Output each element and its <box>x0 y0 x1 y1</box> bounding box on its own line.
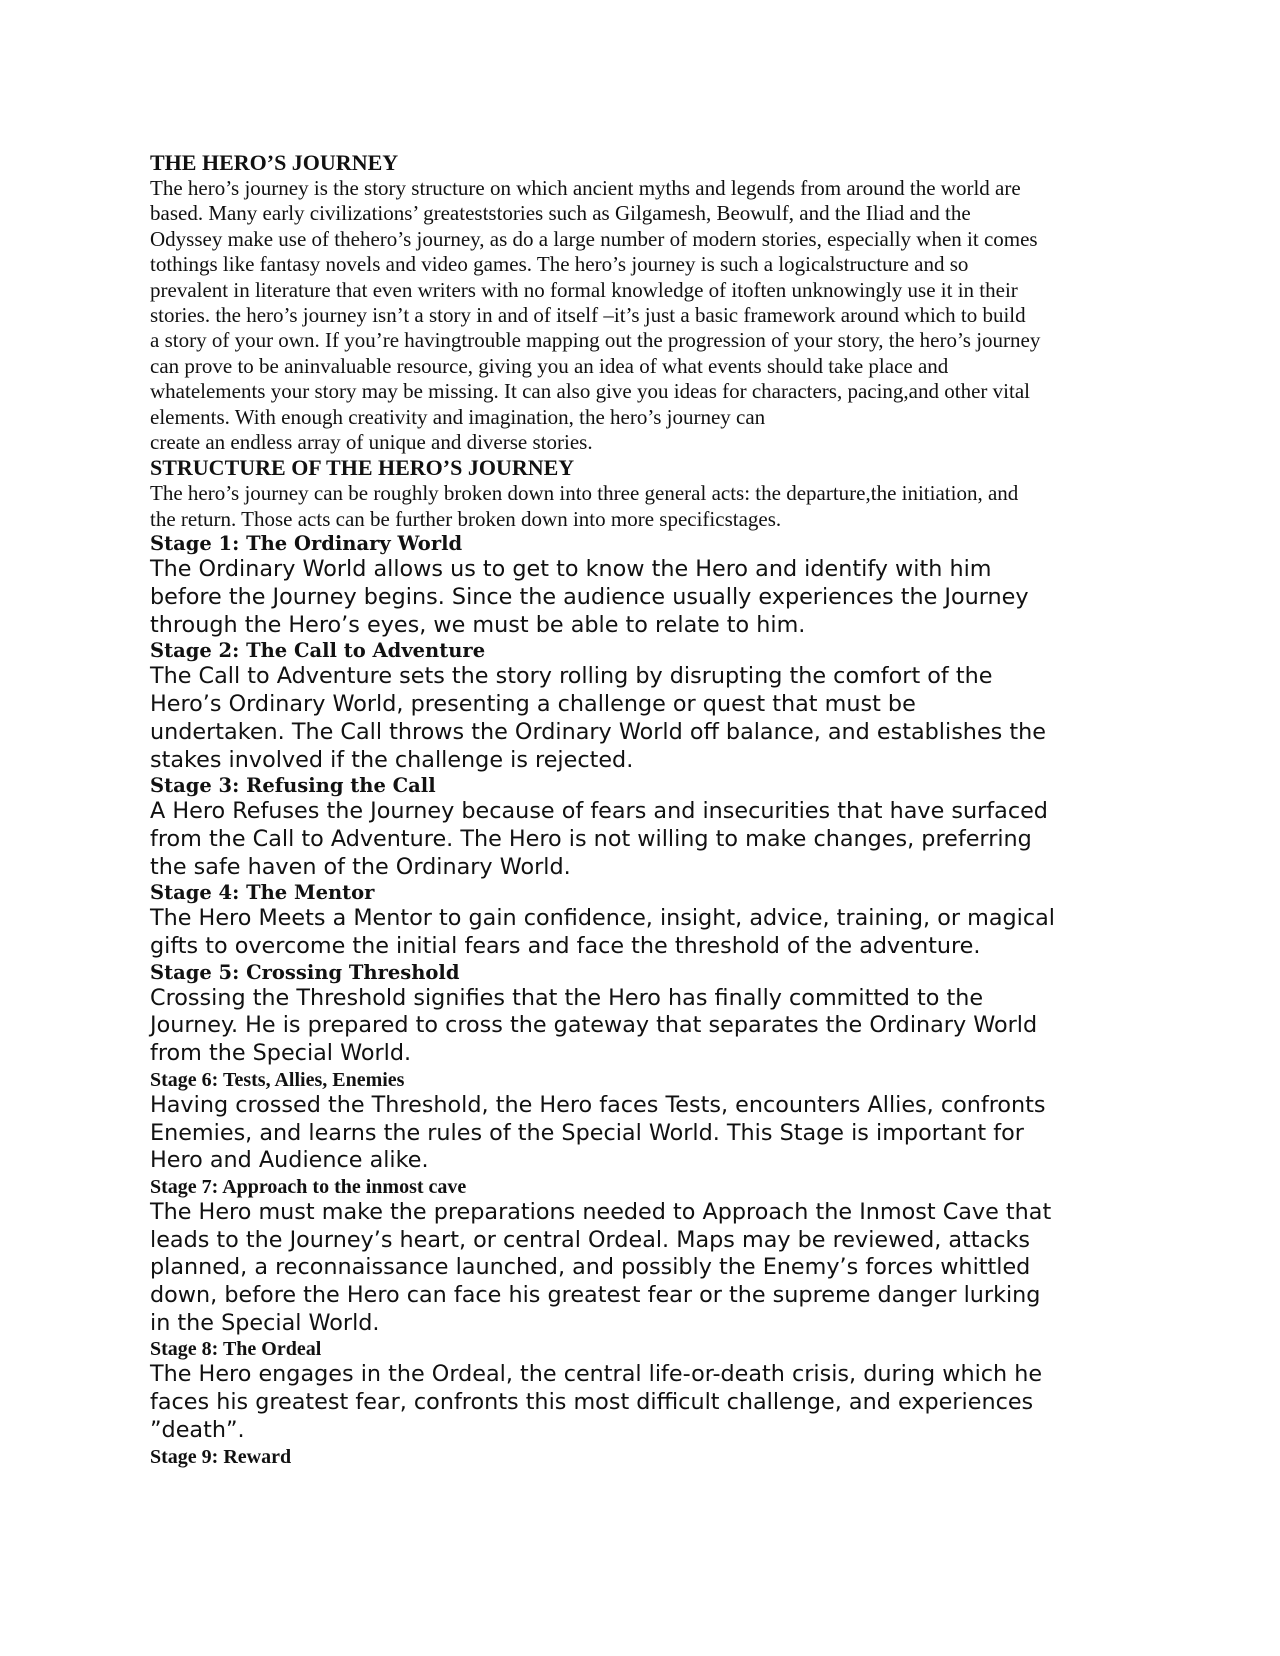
stage-line: through the Hero’s eyes, we must be able to relate to him. <box>150 611 806 638</box>
stage-1-text <box>150 556 1140 639</box>
stage-4-text <box>150 905 1140 960</box>
stage-line: The Ordinary World allows us to get to know the Hero and identify with him <box>150 556 992 583</box>
stage-6-text <box>150 1092 1140 1175</box>
stage-9-heading: Stage 9: Reward <box>150 1445 292 1468</box>
stage-line: ”death”. <box>150 1416 245 1443</box>
stage-line: undertaken. The Call throws the Ordinary World off balance, and establishes the <box>150 718 1046 745</box>
structure-title: STRUCTURE OF THE HERO’S JOURNEY <box>150 455 575 481</box>
stage-2-text <box>150 663 1140 774</box>
stage-2-heading: Stage 2: The Call to Adventure <box>150 639 486 663</box>
stage-line: down, before the Hero can face his greatest fear or the supreme danger lurking <box>150 1282 1041 1309</box>
stage-line: The Hero Meets a Mentor to gain confidence, insight, advice, training, or magical <box>150 905 1055 932</box>
intro-line: The hero’s journey is the story structure on which ancient myths and legends from around the world are <box>150 176 1021 200</box>
stage-line: Having crossed the Threshold, the Hero faces Tests, encounters Allies, confronts <box>150 1091 1046 1118</box>
stage-line: faces his greatest fear, confronts this most difficult challenge, and experiences <box>150 1389 1034 1416</box>
intro-line: can prove to be aninvaluable resource, giving you an idea of what events should take place and <box>150 353 949 378</box>
structure-line: the return. Those acts can be further broken down into more specificstages. <box>150 506 782 531</box>
stage-line: leads to the Journey’s heart, or central Ordeal. Maps may be reviewed, attacks <box>150 1226 1030 1253</box>
stage-3-heading: Stage 3: Refusing the Call <box>150 774 436 798</box>
stage-5-heading: Stage 5: Crossing Threshold <box>150 960 460 984</box>
intro-line: Odyssey make use of thehero’s journey, as do a large number of modern stories, especially when it comes <box>150 226 1038 251</box>
stage-line: The Call to Adventure sets the story rolling by disrupting the comfort of the <box>150 663 993 690</box>
structure-paragraph <box>150 481 1140 532</box>
stage-line: from the Call to Adventure. The Hero is not willing to make changes, preferring <box>150 825 1032 852</box>
stage-3-text <box>150 798 1140 881</box>
stage-line: The Hero engages in the Ordeal, the central life-or-death crisis, during which he <box>150 1361 1043 1388</box>
stage-line: Hero’s Ordinary World, presenting a challenge or quest that must be <box>150 691 916 718</box>
intro-line: whatelements your story may be missing. It can also give you ideas for characters, pacing,and other vital <box>150 379 1030 404</box>
stage-4-heading: Stage 4: The Mentor <box>150 881 375 905</box>
stage-line: Hero and Audience alike. <box>150 1147 429 1174</box>
stage-7-text <box>150 1199 1140 1338</box>
stage-1-heading: Stage 1: The Ordinary World <box>150 532 463 556</box>
document-title: THE HERO’S JOURNEY <box>150 150 399 175</box>
intro-line: prevalent in literature that even writers with no formal knowledge of itoften unknowingly use it in their <box>150 277 1018 302</box>
structure-line: The hero’s journey can be roughly broken down into three general acts: the departure,the initiation, and <box>150 481 1019 506</box>
stage-line: from the Special World. <box>150 1040 412 1067</box>
intro-paragraph <box>150 176 1140 455</box>
document-page <box>150 150 1140 1469</box>
stage-line: gifts to overcome the initial fears and face the threshold of the adventure. <box>150 933 981 960</box>
stage-line: Crossing the Threshold signifies that the Hero has finally committed to the <box>150 984 984 1011</box>
stage-line: stakes involved if the challenge is rejected. <box>150 746 634 773</box>
stage-5-text <box>150 985 1140 1068</box>
stage-6-heading: Stage 6: Tests, Allies, Enemies <box>150 1068 405 1091</box>
stage-line: Enemies, and learns the rules of the Special World. This Stage is important for <box>150 1119 1024 1146</box>
stage-line: planned, a reconnaissance launched, and possibly the Enemy’s forces whittled <box>150 1254 1031 1281</box>
intro-line: based. Many early civilizations’ greateststories such as Gilgamesh, Beowulf, and the Iliad and the <box>150 201 971 226</box>
intro-line: a story of your own. If you’re havingtrouble mapping out the progression of your story, the hero’s journey <box>150 328 1041 353</box>
stage-line: A Hero Refuses the Journey because of fears and insecurities that have surfaced <box>150 798 1048 825</box>
stage-line: before the Journey begins. Since the audience usually experiences the Journey <box>150 583 1029 610</box>
stage-8-text <box>150 1361 1140 1444</box>
stage-line: Journey. He is prepared to cross the gateway that separates the Ordinary World <box>150 1012 1038 1039</box>
stage-line: The Hero must make the preparations needed to Approach the Inmost Cave that <box>150 1198 1052 1225</box>
intro-line: create an endless array of unique and diverse stories. <box>150 430 593 455</box>
intro-line: stories. the hero’s journey isn’t a story in and of itself –it’s just a basic framework around which to build <box>150 303 1026 328</box>
stage-8-heading: Stage 8: The Ordeal <box>150 1338 322 1361</box>
intro-line: elements. With enough creativity and imagination, the hero’s journey can <box>150 404 766 429</box>
stage-7-heading: Stage 7: Approach to the inmost cave <box>150 1175 467 1198</box>
intro-line: tothings like fantasy novels and video games. The hero’s journey is such a logicalstructure and so <box>150 252 969 277</box>
stage-line: in the Special World. <box>150 1309 380 1336</box>
stage-line: the safe haven of the Ordinary World. <box>150 853 571 880</box>
